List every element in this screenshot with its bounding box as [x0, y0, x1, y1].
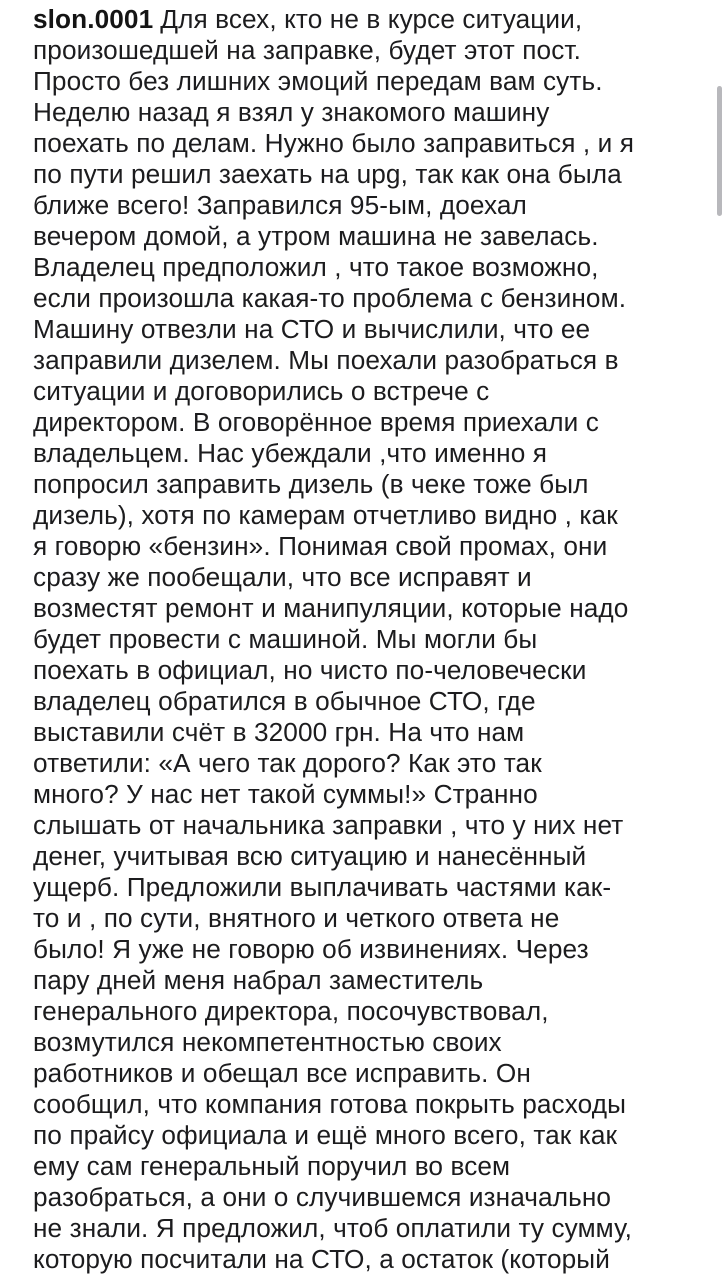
caption-line-19: сразу же пообещали, что все исправят и	[33, 562, 532, 592]
caption-line-13: ситуации и договорились о встрече с	[33, 376, 490, 406]
caption-line-30: то и , по сути, внятного и четкого ответа не	[33, 903, 560, 933]
caption-line-20: возместят ремонт и манипуляции, которые надо	[33, 593, 629, 623]
caption-line-40: не знали. Я предложил, чтоб оплатили ту сумму,	[33, 1213, 633, 1243]
caption-line-38: ему сам генеральный поручил во всем	[33, 1151, 511, 1181]
scrollbar-thumb[interactable]	[717, 86, 722, 216]
caption-line-25: ответили: «А чего так дорого? Как это так	[33, 748, 542, 778]
caption-line-12: заправили дизелем. Мы поехали разобраться в	[33, 345, 619, 375]
caption-line-32: пару дней меня набрал заместитель	[33, 965, 484, 995]
username-link[interactable]: slon.0001	[33, 4, 154, 34]
caption-line-15: владельцем. Нас убеждали ,что именно я	[33, 438, 548, 468]
caption-line-23: владелец обратился в обычное СТО, где	[33, 686, 536, 716]
caption-line-24: выставили счёт в 32000 грн. На что нам	[33, 717, 525, 747]
caption-line-22: поехать в официал, но чисто по-человечески	[33, 655, 587, 685]
caption-line-37: по прайсу официала и ещё много всего, так как	[33, 1120, 618, 1150]
caption-line-18: я говорю «бензин». Понимая свой промах, они	[33, 531, 608, 561]
caption-line-3: Просто без лишних эмоций передам вам суть.	[33, 66, 603, 96]
caption-line-9: Владелец предположил , что такое возможно,	[33, 252, 599, 282]
caption-line-11: Машину отвезли на СТО и вычислили, что ее	[33, 314, 591, 344]
caption-line-6: по пути решил заехать на upg, так как она была	[33, 159, 622, 189]
caption-line-29: ущерб. Предложили выплачивать частями как-	[33, 872, 612, 902]
caption-line-26: много? У нас нет такой суммы!» Странно	[33, 779, 538, 809]
caption-line-27: слышать от начальника заправки , что у них нет	[33, 810, 624, 840]
caption-line-34: возмутился некомпетентностью своих	[33, 1027, 502, 1057]
caption-line-7: ближе всего! Заправился 95-ым, доехал	[33, 190, 527, 220]
caption-line-14: директором. В оговорённое время приехали с	[33, 407, 599, 437]
caption-text: Для всех, кто не в курсе ситуации,	[160, 4, 583, 34]
caption-line-28: денег, учитывая всю ситуацию и нанесённый	[33, 841, 587, 871]
post-caption	[33, 4, 705, 1275]
caption-line-2: произошедшей на заправке, будет этот пост.	[33, 35, 581, 65]
caption-line-36: сообщил, что компания готова покрыть расходы	[33, 1089, 627, 1119]
caption-line-41: которую посчитали на СТО, а остаток (который	[33, 1244, 610, 1274]
caption-line-5: поехать по делам. Нужно было заправиться , и я	[33, 128, 635, 158]
caption-line-31: было! Я уже не говорю об извинениях. Через	[33, 934, 589, 964]
caption-line-33: генерального директора, посочувствовал,	[33, 996, 549, 1026]
caption-line-35: работников и обещал все исправить. Он	[33, 1058, 531, 1088]
caption-line-8: вечером домой, а утром машина не завелась.	[33, 221, 599, 251]
caption-line-16: попросил заправить дизель (в чеке тоже был	[33, 469, 589, 499]
caption-line-17: дизель), хотя по камерам отчетливо видно , как	[33, 500, 618, 530]
caption-line-21: будет провести с машиной. Мы могли бы	[33, 624, 538, 654]
caption-line-1	[33, 4, 705, 35]
caption-line-10: если произошла какая-то проблема с бензином.	[33, 283, 627, 313]
caption-line-39: разобраться, а они о случившемся изначально	[33, 1182, 612, 1212]
caption-line-4: Неделю назад я взял у знакомого машину	[33, 97, 550, 127]
